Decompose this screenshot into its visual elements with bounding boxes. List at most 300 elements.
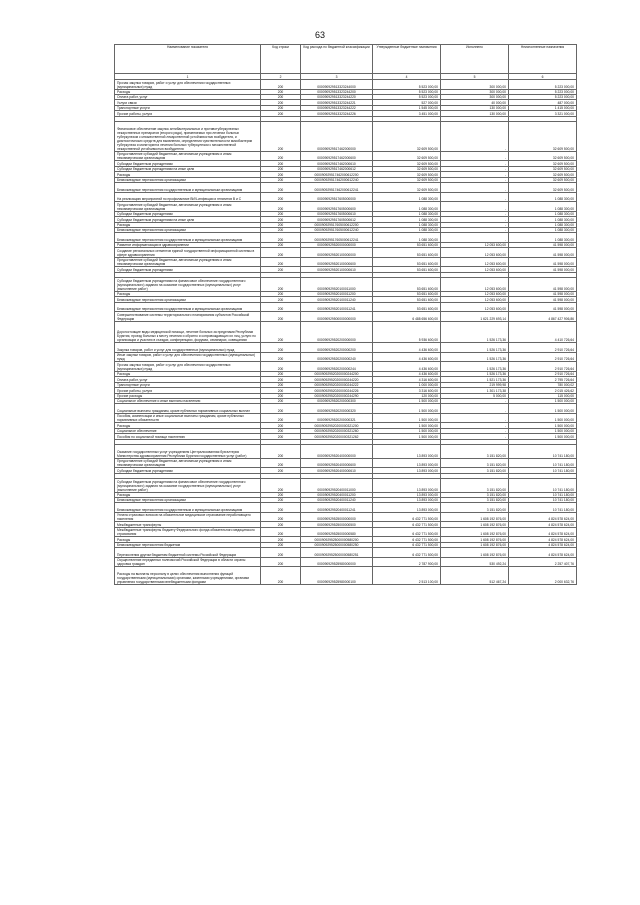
row-executed-amount: -	[441, 211, 509, 216]
row-budget-code: 000090929517462000612	[301, 166, 373, 171]
row-budget-code: 000090929525980000000	[301, 557, 373, 567]
row-executed-amount: -	[441, 172, 509, 177]
row-remaining-amount: 41 598 000,00	[509, 257, 577, 267]
row-executed-amount: 3 151 820,00	[441, 468, 509, 473]
page-number: 63	[314, 30, 325, 40]
table-row	[115, 278, 577, 292]
row-budget-code: 000090929517462000000	[301, 122, 373, 152]
row-line-code: 200	[261, 458, 301, 468]
row-executed-amount: 3 151 820,00	[441, 492, 509, 497]
row-remaining-amount: 2 015 426,62	[509, 388, 577, 393]
table-row	[115, 413, 577, 423]
row-name: Расходы	[115, 89, 261, 94]
row-budget-code: 000090929520200000320	[301, 404, 373, 414]
row-line-code: 200	[261, 312, 301, 322]
row-budget-code: 000090929513323244220	[301, 94, 373, 99]
row-approved-amount: 3 451 000,00	[373, 111, 441, 116]
row-executed-amount: 1 526 173,36	[441, 371, 509, 376]
row-budget-code: 000090929520400011200	[301, 492, 373, 497]
row-name: Транспортные услуги	[115, 382, 261, 387]
row-name: Безвозмездные перечисления государственным и муниципальным организациям	[115, 183, 261, 193]
row-executed-amount: 3 151 820,00	[441, 458, 509, 468]
row-remaining-amount: 41 598 000,00	[509, 297, 577, 302]
row-remaining-amount: 1 500 000,00	[509, 423, 577, 428]
row-budget-code: 000090929520100011200	[301, 291, 373, 296]
row-budget-code: 000090929520400011241	[301, 503, 373, 513]
row-remaining-amount: 41 598 000,00	[509, 267, 577, 272]
row-remaining-amount: 10 741 180,00	[509, 468, 577, 473]
row-executed-amount: 12 053 600,00	[441, 242, 509, 247]
row-budget-code: 000090929520200000321260	[301, 428, 373, 433]
row-budget-code: 000090929520200000200	[301, 343, 373, 353]
row-name: Безвозмездные перечисления государственным и муниципальным организациям	[115, 503, 261, 513]
row-remaining-amount: 1 088 300,00	[509, 222, 577, 227]
row-remaining-amount: 1 088 300,00	[509, 217, 577, 222]
row-name: Предоставление субсидий бюджетным, автономным учреждениям и иным некоммерческим организациям	[115, 202, 261, 212]
row-name: Расходы	[115, 492, 261, 497]
row-budget-code: 000090929520100000000	[301, 248, 373, 258]
row-approved-amount: 1 088 300,00	[373, 192, 441, 202]
row-budget-code: 000090929520100011240	[301, 297, 373, 302]
row-executed-amount: 130 000,00	[441, 111, 509, 116]
row-line-code: 200	[261, 527, 301, 537]
row-executed-amount: 1 608 192 876,00	[441, 512, 509, 522]
row-approved-amount: 1 545 000,00	[373, 105, 441, 110]
row-name: Финансовое обеспечение закупок антибактериальных и противотуберкулезных лекарственных препаратов (второго ряда), применяемых при лечении больных туберкулезом с множественной лекарственной устойчивостью возбудителя, и диагностических средств для выявления, определения чувствительности микобактерии туберкулеза и мониторинга лечения больных туберкулезом с множественной лекарственной устойчивостью возбудителя	[115, 122, 261, 152]
row-approved-amount: 6 432 771 500,00	[373, 512, 441, 522]
row-budget-code: 000090929525000000580250	[301, 542, 373, 547]
row-line-code: 200	[261, 248, 301, 258]
row-budget-code: 000090929517605000612200	[301, 222, 373, 227]
row-name: Оплата работ, услуг	[115, 377, 261, 382]
row-name: Иные закупки товаров, работ и услуг для обеспечения государственных (муниципальных) нужд	[115, 352, 261, 362]
row-budget-code: 000090929520400000610	[301, 468, 373, 473]
row-name: Пособия по социальной помощи населению	[115, 434, 261, 439]
row-remaining-amount: 2 000 632,76	[509, 567, 577, 585]
row-budget-code: 000090929520100011000	[301, 278, 373, 292]
row-executed-amount: -	[441, 122, 509, 152]
row-executed-amount: -	[441, 434, 509, 439]
row-remaining-amount: 2 910 726,64	[509, 343, 577, 353]
row-approved-amount: 53 651 600,00	[373, 257, 441, 267]
row-name: Совершенствование системы территориального планирования субъектов Российской Федерации	[115, 312, 261, 322]
row-budget-code: 000090929517462000610	[301, 161, 373, 166]
row-remaining-amount: 41 598 000,00	[509, 248, 577, 258]
row-remaining-amount: 1 088 300,00	[509, 211, 577, 216]
row-executed-amount: -	[441, 192, 509, 202]
row-executed-amount: 1 526 173,36	[441, 321, 509, 343]
row-name: Дорогостоящие виды медицинской помощи, лечение больных за пределами Республики Бурятия, проезд больных к месту лечения и обратно и сопровождающих их лиц, услуги по организации и участию в съездах, конференциях, форумах, семинарах, совещаниях	[115, 321, 261, 343]
row-approved-amount: 5 936 600,00	[373, 321, 441, 343]
row-approved-amount: 4 436 600,00	[373, 362, 441, 372]
row-line-code: 200	[261, 321, 301, 343]
row-name: Уплата страховых взносов на обязательное медицинское страхование неработающего населения	[115, 512, 261, 522]
row-approved-amount: 32 609 500,00	[373, 166, 441, 171]
row-budget-code: 000090929520200000321	[301, 413, 373, 423]
row-remaining-amount: 4 824 578 624,00	[509, 522, 577, 527]
row-executed-amount: 12 053 600,00	[441, 267, 509, 272]
row-executed-amount: 12 053 600,00	[441, 302, 509, 312]
row-name: Пособия, компенсации и иные социальные выплаты гражданам, кроме публичных нормативных обязательств	[115, 413, 261, 423]
row-approved-amount: 32 609 500,00	[373, 122, 441, 152]
column-number: 4	[373, 74, 441, 80]
table-row	[115, 192, 577, 202]
row-name: Субсидии бюджетным учреждениям	[115, 211, 261, 216]
row-name: Расходы	[115, 291, 261, 296]
row-approved-amount: 1 088 300,00	[373, 211, 441, 216]
row-budget-code: 000090929520200000321200	[301, 423, 373, 428]
row-remaining-amount: 41 598 000,00	[509, 278, 577, 292]
row-line-code: 200	[261, 105, 301, 110]
row-executed-amount: 1 608 192 876,00	[441, 548, 509, 558]
row-approved-amount: 53 651 600,00	[373, 302, 441, 312]
row-name: Межбюджетные трансферты	[115, 522, 261, 527]
row-executed-amount: 1 608 192 876,00	[441, 522, 509, 527]
row-budget-code: 000090929525980000100	[301, 567, 373, 585]
row-name: Расходы	[115, 371, 261, 376]
row-approved-amount: 2 513 100,00	[373, 567, 441, 585]
row-line-code: 200	[261, 291, 301, 296]
row-line-code: 200	[261, 404, 301, 414]
row-line-code: 200	[261, 428, 301, 433]
row-approved-amount: 6 432 771 500,00	[373, 522, 441, 527]
row-remaining-amount: 1 500 000,00	[509, 428, 577, 433]
row-remaining-amount: 2 910 726,64	[509, 362, 577, 372]
row-approved-amount: 3 316 600,00	[373, 388, 441, 393]
row-executed-amount: -	[441, 233, 509, 243]
row-line-code: 200	[261, 362, 301, 372]
row-remaining-amount: 1 088 300,00	[509, 227, 577, 232]
row-approved-amount: 1 088 300,00	[373, 202, 441, 212]
row-approved-amount: 2 787 900,00	[373, 557, 441, 567]
row-line-code: 200	[261, 498, 301, 503]
row-executed-amount: 12 053 600,00	[441, 291, 509, 296]
row-line-code: 200	[261, 388, 301, 393]
row-approved-amount: 4 316 600,00	[373, 377, 441, 382]
row-line-code: 200	[261, 183, 301, 193]
row-executed-amount: -	[441, 222, 509, 227]
table-row	[115, 248, 577, 258]
row-remaining-amount: 115 000,00	[509, 393, 577, 398]
table-row	[115, 479, 577, 493]
row-approved-amount: 5 523 000,00	[373, 89, 441, 94]
row-executed-amount: 1 608 192 876,00	[441, 537, 509, 542]
row-line-code: 200	[261, 398, 301, 403]
row-budget-code: 000090929520200000000	[301, 321, 373, 343]
row-name: Услуги связи	[115, 100, 261, 105]
row-budget-code: 000090929520200000300	[301, 398, 373, 403]
row-executed-amount: -	[441, 423, 509, 428]
row-name: Транспортные услуги	[115, 105, 261, 110]
row-approved-amount: 1 088 300,00	[373, 227, 441, 232]
row-line-code: 200	[261, 94, 301, 99]
row-executed-amount: 512 467,24	[441, 567, 509, 585]
row-approved-amount: 53 651 600,00	[373, 278, 441, 292]
row-executed-amount: 130 000,00	[441, 105, 509, 110]
row-line-code: 200	[261, 434, 301, 439]
row-remaining-amount: 10 741 180,00	[509, 479, 577, 493]
row-budget-code: 000090929525000000580200	[301, 537, 373, 542]
row-executed-amount: 1 526 173,36	[441, 362, 509, 372]
table-row	[115, 80, 577, 90]
row-line-code: 200	[261, 278, 301, 292]
row-name: Прочие работы, услуги	[115, 111, 261, 116]
row-name: Расходы	[115, 222, 261, 227]
row-approved-amount: 53 651 600,00	[373, 248, 441, 258]
row-approved-amount: 6 432 771 500,00	[373, 542, 441, 547]
row-line-code: 200	[261, 297, 301, 302]
table-row	[115, 257, 577, 267]
row-executed-amount: -	[441, 413, 509, 423]
row-executed-amount: -	[441, 161, 509, 166]
header-line-code: Код строки	[261, 45, 301, 74]
row-line-code: 200	[261, 423, 301, 428]
row-budget-code: 000090929520400011000	[301, 479, 373, 493]
row-line-code: 200	[261, 557, 301, 567]
row-executed-amount: 1 621 229 693,14	[441, 312, 509, 322]
row-approved-amount: 13 893 000,00	[373, 498, 441, 503]
row-line-code: 200	[261, 393, 301, 398]
row-remaining-amount: 4 824 578 624,00	[509, 537, 577, 542]
row-approved-amount: 1 088 300,00	[373, 222, 441, 227]
row-name: Безвозмездные перечисления бюджетам	[115, 542, 261, 547]
row-line-code: 200	[261, 202, 301, 212]
row-approved-amount: 13 893 000,00	[373, 468, 441, 473]
row-remaining-amount: 32 609 500,00	[509, 166, 577, 171]
row-approved-amount: 13 893 000,00	[373, 503, 441, 513]
row-remaining-amount: 41 598 000,00	[509, 302, 577, 312]
row-name: Безвозмездные перечисления организациям	[115, 227, 261, 232]
row-remaining-amount: 780 000,02	[509, 382, 577, 387]
row-remaining-amount: 4 824 578 624,00	[509, 527, 577, 537]
row-remaining-amount: 32 609 500,00	[509, 172, 577, 177]
budget-execution-table	[114, 44, 577, 585]
table-row	[115, 445, 577, 459]
header-unexecuted-appropriations: Неисполненные назначения	[509, 45, 577, 74]
row-approved-amount: 13 893 000,00	[373, 458, 441, 468]
row-approved-amount: 13 893 000,00	[373, 479, 441, 493]
row-remaining-amount: 10 741 180,00	[509, 445, 577, 459]
row-line-code: 200	[261, 479, 301, 493]
column-number: 5	[441, 74, 509, 80]
row-remaining-amount: 10 741 180,00	[509, 458, 577, 468]
table-row	[115, 404, 577, 414]
row-remaining-amount: 5 223 000,00	[509, 94, 577, 99]
column-number: 6	[509, 74, 577, 80]
row-approved-amount: 1 500 000,00	[373, 413, 441, 423]
row-name: Предоставление субсидий бюджетным, автономным учреждениям и иным некоммерческим организациям	[115, 458, 261, 468]
row-approved-amount: 1 500 000,00	[373, 434, 441, 439]
row-approved-amount: 1 500 000,00	[373, 404, 441, 414]
row-name: Предоставление субсидий бюджетным, автономным учреждениям и иным некоммерческим организациям	[115, 257, 261, 267]
row-line-code: 200	[261, 537, 301, 542]
row-name: Оказание государственных услуг учреждением Централизованная бухгалтерия Министерства здравоохранения Республики Бурятия государственных услуг (работ)	[115, 445, 261, 459]
row-line-code: 200	[261, 267, 301, 272]
row-budget-code: 000090929517605000600	[301, 202, 373, 212]
row-line-code: 200	[261, 161, 301, 166]
row-name: Создание региональных сегментов единой государственной информационной системы в сфере здравоохранения	[115, 248, 261, 258]
row-remaining-amount: 4 824 578 624,00	[509, 512, 577, 522]
row-name: Перечисления другим бюджетам бюджетной системы Российской Федерации	[115, 548, 261, 558]
row-budget-code: 000090929517605000612	[301, 217, 373, 222]
row-remaining-amount: 1 500 000,00	[509, 434, 577, 439]
row-executed-amount: 12 053 600,00	[441, 278, 509, 292]
column-number: 2	[261, 74, 301, 80]
row-approved-amount: 6 432 771 500,00	[373, 548, 441, 558]
row-approved-amount: 120 000,00	[373, 393, 441, 398]
row-executed-amount: 3 151 820,00	[441, 498, 509, 503]
row-line-code: 200	[261, 172, 301, 177]
row-name: Развитие информатизации в здравоохранении	[115, 242, 261, 247]
row-remaining-amount: 1 415 000,00	[509, 105, 577, 110]
row-approved-amount: 1 500 000,00	[373, 428, 441, 433]
row-line-code: 200	[261, 80, 301, 90]
row-approved-amount: 1 088 300,00	[373, 233, 441, 243]
row-budget-code: 000090929520000000000	[301, 242, 373, 247]
row-approved-amount: 6 432 771 500,00	[373, 527, 441, 537]
row-line-code: 200	[261, 445, 301, 459]
row-name: Безвозмездные перечисления государственным и муниципальным организациям	[115, 302, 261, 312]
table-row	[115, 458, 577, 468]
row-line-code: 200	[261, 233, 301, 243]
row-budget-code: 000090929517462000612240	[301, 177, 373, 182]
row-line-code: 200	[261, 343, 301, 353]
row-remaining-amount: 487 000,00	[509, 100, 577, 105]
row-remaining-amount: 2 910 726,64	[509, 371, 577, 376]
row-remaining-amount: 32 609 500,00	[509, 183, 577, 193]
row-budget-code: 000090929517462000612200	[301, 172, 373, 177]
row-line-code: 200	[261, 468, 301, 473]
row-executed-amount: 3 151 820,00	[441, 445, 509, 459]
row-line-code: 200	[261, 192, 301, 202]
row-approved-amount: 53 651 600,00	[373, 297, 441, 302]
row-remaining-amount: 1 088 300,00	[509, 202, 577, 212]
table-row	[115, 312, 577, 322]
table-row	[115, 122, 577, 152]
row-name: Безвозмездные перечисления государственным и муниципальным организациям	[115, 233, 261, 243]
row-line-code: 200	[261, 542, 301, 547]
row-executed-amount: 5 000,00	[441, 393, 509, 398]
row-budget-code: 000090929525000000580	[301, 527, 373, 537]
row-remaining-amount: 4 824 578 624,00	[509, 548, 577, 558]
header-executed: Исполнено	[441, 45, 509, 74]
row-remaining-amount: 41 598 000,00	[509, 242, 577, 247]
row-line-code: 200	[261, 512, 301, 522]
table-row	[115, 548, 577, 558]
row-remaining-amount: 5 223 000,00	[509, 80, 577, 90]
row-line-code: 200	[261, 371, 301, 376]
table-row	[115, 202, 577, 212]
column-number: 3	[301, 74, 373, 80]
row-approved-amount: 32 609 500,00	[373, 183, 441, 193]
row-budget-code: 000090929500000000000	[301, 312, 373, 322]
row-remaining-amount: 2 257 407,76	[509, 557, 577, 567]
row-name: Субсидии бюджетным учреждениям	[115, 468, 261, 473]
row-executed-amount: -	[441, 227, 509, 232]
row-name: Социальное обеспечение и иные выплаты населению	[115, 398, 261, 403]
row-budget-code: 000090929513323244000	[301, 80, 373, 90]
row-line-code: 200	[261, 242, 301, 247]
row-remaining-amount: 4 867 427 906,86	[509, 312, 577, 322]
row-budget-code: 000090929513323244200	[301, 89, 373, 94]
row-executed-amount: 300 000,00	[441, 80, 509, 90]
row-budget-code: 000090929517605000612241	[301, 233, 373, 243]
table-row	[115, 343, 577, 353]
row-remaining-amount: 10 741 180,00	[509, 503, 577, 513]
row-remaining-amount: 32 609 500,00	[509, 151, 577, 161]
row-line-code: 200	[261, 227, 301, 232]
row-executed-amount: 1 521 173,36	[441, 377, 509, 382]
row-name: Прочая закупка товаров, работ и услуг для обеспечения государственных (муниципальных) нужд	[115, 362, 261, 372]
row-budget-code: 000090929513323244226	[301, 111, 373, 116]
row-line-code: 200	[261, 492, 301, 497]
row-name: Безвозмездные перечисления организациям	[115, 498, 261, 503]
row-remaining-amount: 1 500 000,00	[509, 404, 577, 414]
row-budget-code: 000090929520200000244290	[301, 393, 373, 398]
row-executed-amount: -	[441, 404, 509, 414]
row-executed-amount: 12 053 600,00	[441, 257, 509, 267]
row-remaining-amount: 5 223 000,00	[509, 89, 577, 94]
row-line-code: 200	[261, 100, 301, 105]
row-executed-amount: 12 053 600,00	[441, 248, 509, 258]
row-line-code: 200	[261, 567, 301, 585]
row-budget-code: 000090929520200000244	[301, 362, 373, 372]
row-executed-amount: 1 608 192 876,00	[441, 542, 509, 547]
row-line-code: 200	[261, 177, 301, 182]
row-remaining-amount: 10 741 180,00	[509, 498, 577, 503]
header-approved-appropriations: Утвержденные бюджетные назначения	[373, 45, 441, 74]
row-executed-amount: 3 151 820,00	[441, 503, 509, 513]
table-row	[115, 302, 577, 312]
row-executed-amount: -	[441, 183, 509, 193]
row-remaining-amount: 32 609 500,00	[509, 122, 577, 152]
row-name: Прочие расходы	[115, 393, 261, 398]
table-row	[115, 233, 577, 243]
row-line-code: 200	[261, 151, 301, 161]
row-budget-code: 000090929513323244221	[301, 100, 373, 105]
row-executed-amount: -	[441, 217, 509, 222]
row-name: Осуществление переданных полномочий Российской Федерации в области охраны здоровья граждан	[115, 557, 261, 567]
row-executed-amount: 3 151 820,00	[441, 479, 509, 493]
header-indicator-name: Наименование показателя	[115, 45, 261, 74]
row-approved-amount: 4 436 600,00	[373, 371, 441, 376]
row-name: Оплата работ, услуг	[115, 94, 261, 99]
row-remaining-amount: 4 410 726,64	[509, 321, 577, 343]
row-name: Субсидии бюджетным учреждениям	[115, 267, 261, 272]
header-budget-classification-code: Код расхода по бюджетной классификации	[301, 45, 373, 74]
row-budget-code: 000090929517605000000	[301, 192, 373, 202]
row-name: Расходы	[115, 537, 261, 542]
row-line-code: 200	[261, 217, 301, 222]
row-remaining-amount: 1 500 000,00	[509, 398, 577, 403]
row-name: Социальные выплаты гражданам, кроме публичных нормативных социальных выплат	[115, 404, 261, 414]
table-header-row	[115, 45, 577, 74]
row-budget-code: 000090929520200000244200	[301, 371, 373, 376]
row-name: Субсидии бюджетным учреждениям на иные цели	[115, 217, 261, 222]
row-budget-code: 000090929517605000610	[301, 211, 373, 216]
row-budget-code: 000090929520200000321262	[301, 434, 373, 439]
row-budget-code: 000090929520200000244226	[301, 388, 373, 393]
row-remaining-amount: 2 795 726,64	[509, 377, 577, 382]
row-line-code: 200	[261, 89, 301, 94]
row-name: Безвозмездные перечисления организациям	[115, 297, 261, 302]
row-line-code: 200	[261, 211, 301, 216]
row-approved-amount: 1 500 000,00	[373, 398, 441, 403]
row-approved-amount: 1 000 000,00	[373, 382, 441, 387]
row-executed-amount: -	[441, 428, 509, 433]
row-executed-amount: 40 000,00	[441, 100, 509, 105]
row-line-code: 200	[261, 522, 301, 527]
